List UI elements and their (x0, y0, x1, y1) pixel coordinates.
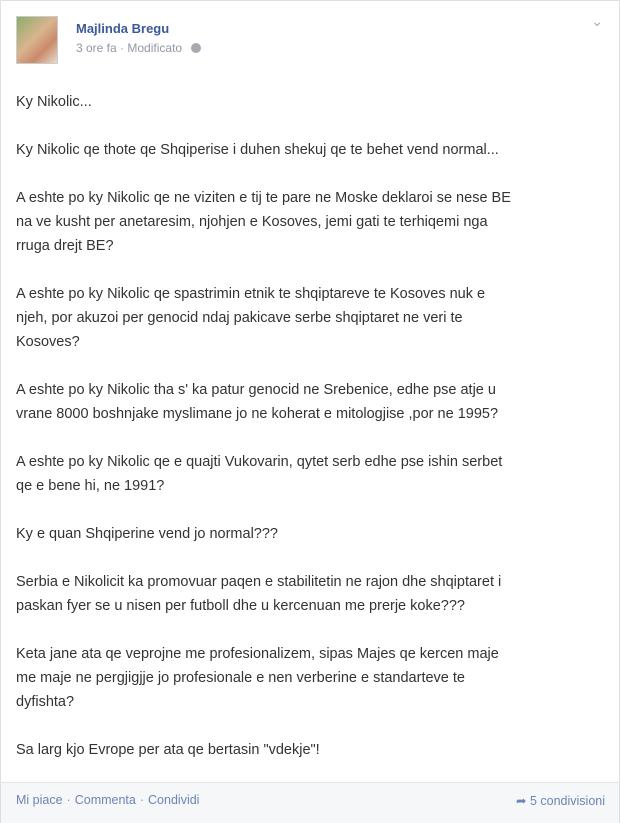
paragraph-line: dyfishta? (16, 694, 75, 710)
paragraph-line: Ky e quan Shqiperine vend jo normal??? (16, 526, 278, 542)
post-paragraph (16, 450, 606, 498)
post-paragraph (16, 186, 606, 258)
post-paragraph (16, 738, 606, 762)
globe-icon[interactable] (191, 43, 201, 53)
post-body (16, 90, 606, 786)
post-meta (76, 41, 201, 55)
paragraph-line: Sa larg kjo Evrope per ata qe bertasin "vdekje"! (16, 742, 320, 758)
paragraph-line: A eshte po ky Nikolic qe ne viziten e tij te pare ne Moske deklaroi se nese BE (16, 190, 511, 206)
shares-count-link[interactable] (516, 793, 605, 808)
paragraph-line: qe e bene hi, ne 1991? (16, 478, 165, 494)
post-paragraph (16, 642, 606, 714)
separator: · (120, 41, 125, 55)
post-paragraph (16, 570, 606, 618)
post-paragraph (16, 90, 606, 114)
paragraph-line: Serbia e Nikolicit ka promovuar paqen e stabilitetin ne rajon dhe shqiptaret i (16, 574, 502, 590)
paragraph-line: me maje ne pergjigjje jo profesionale e nen verberine e standarteve te (16, 670, 465, 686)
paragraph-line: A eshte po ky Nikolic qe spastrimin etnik te shqiptareve te Kosoves nuk e (16, 286, 486, 302)
post-paragraph (16, 378, 606, 426)
paragraph-line: A eshte po ky Nikolic qe e quajti Vukovarin, qytet serb edhe pse ishin serbet (16, 454, 503, 470)
paragraph-line: Ky Nikolic... (16, 94, 92, 110)
post-footer (1, 782, 619, 823)
paragraph-line: na ve kusht per anetaresim, njohjen e Kosoves, jemi gati te terhiqemi nga (16, 214, 488, 230)
post-time[interactable]: 3 ore fa (76, 41, 117, 55)
shares-count: 5 condivisioni (529, 794, 605, 808)
paragraph-line: vrane 8000 boshnjake myslimane jo ne koherat e mitologjise ,por ne 1995? (16, 406, 499, 422)
paragraph-line: rruga drejt BE? (16, 238, 114, 254)
post-paragraph (16, 138, 606, 162)
author-name[interactable]: Majlinda Bregu (76, 21, 170, 36)
like-button[interactable]: Mi piace (16, 793, 63, 807)
paragraph-line: Kosoves? (16, 334, 80, 350)
paragraph-line: Ky Nikolic qe thote qe Shqiperise i duhen shekuj qe te behet vend normal... (16, 142, 499, 158)
share-button[interactable]: Condividi (148, 793, 200, 807)
separator: · (66, 793, 71, 807)
chevron-down-icon[interactable]: ⌄ (591, 13, 603, 29)
avatar[interactable] (16, 16, 58, 64)
share-arrow-icon: ➦ (515, 794, 527, 808)
comment-button[interactable]: Commenta (74, 793, 136, 807)
post-paragraph (16, 282, 606, 354)
paragraph-line: paskan fyer se u nisen per futboll dhe u kercenuan me prerje koke??? (16, 598, 465, 614)
paragraph-line: A eshte po ky Nikolic tha s' ka patur genocid ne Srebenice, edhe pse atje u (16, 382, 496, 398)
paragraph-line: njeh, por akuzoi per genocid ndaj pakicave serbe shqiptaret ne veri te (16, 310, 463, 326)
paragraph-line: Keta jane ata qe veprojne me profesionalizem, sipas Majes qe kercen maje (16, 646, 499, 662)
post-paragraph (16, 522, 606, 546)
edited-label[interactable]: Modificato (127, 41, 183, 55)
separator: · (139, 793, 145, 807)
